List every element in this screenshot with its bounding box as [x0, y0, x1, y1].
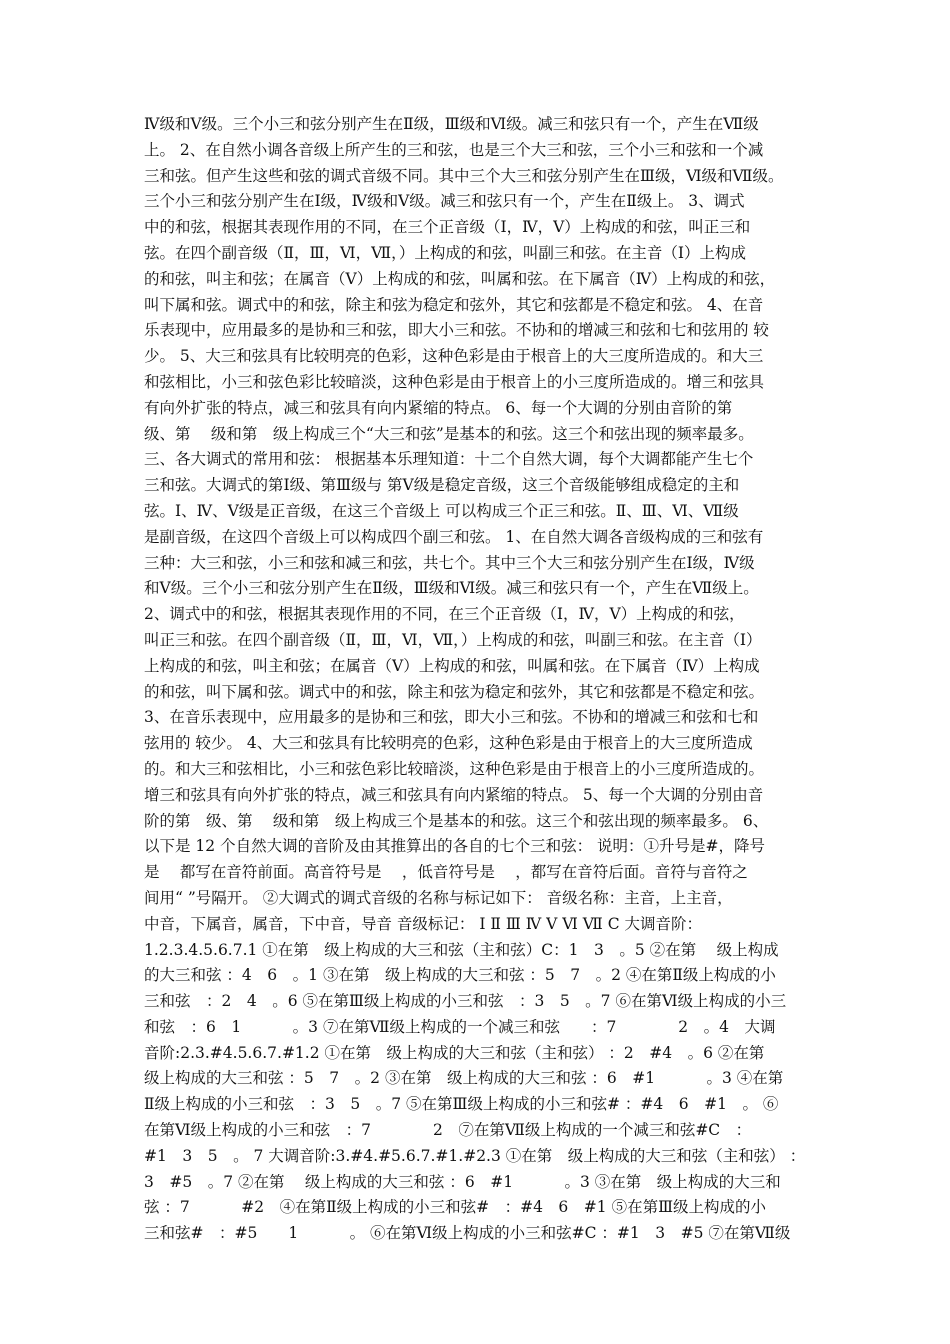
text-line: 级、第 级和第 级上构成三个“大三和弦”是基本的和弦。这三个和弦出现的频率最多。	[144, 424, 754, 443]
body-text	[144, 112, 816, 1247]
text-line: 音阶:2.3.#4.5.6.7.#1.2 ①在第 级上构成的大三和弦（主和弦） ：2 #4 。6 ②在第	[144, 1043, 765, 1062]
text-line: 1.2.3.4.5.6.7.1 ①在第 级上构成的大三和弦（主和弦）C：1 3 。5 ②在第 级上构成	[144, 940, 779, 959]
text-line: 和Ⅴ级。三个小三和弦分别产生在Ⅱ级，Ⅲ级和Ⅵ级。减三和弦只有一个，产生在Ⅶ级上。	[144, 579, 759, 598]
text-line: 三、各大调式的常用和弦： 根据基本乐理知道：十二个自然大调，每个大调都能产生七个	[144, 450, 754, 469]
text-line: 叫正三和弦。在四个副音级（Ⅱ，Ⅲ，Ⅵ，Ⅶ，）上构成的和弦，叫副三和弦。在主音（Ⅰ）	[144, 630, 762, 649]
text-line: 阶的第 级、第 级和第 级上构成三个是基本的和弦。这三个和弦出现的频率最多。 6、	[144, 811, 769, 830]
text-line: 中音，下属音，属音，下中音，导音 音级标记： Ⅰ Ⅱ Ⅲ Ⅳ Ⅴ Ⅵ Ⅶ C 大调音阶：	[144, 914, 703, 933]
text-line: 中的和弦，根据其表现作用的不同，在三个正音级（Ⅰ，Ⅳ，Ⅴ）上构成的和弦，叫正三和	[144, 218, 751, 237]
text-line: 少。 5、大三和弦具有比较明亮的色彩，这种色彩是由于根音上的大三度所造成的。和大三	[144, 347, 764, 366]
text-line: 三个小三和弦分别产生在Ⅰ级，Ⅳ级和Ⅴ级。减三和弦只有一个，产生在Ⅱ级上。 3、调式	[144, 192, 745, 211]
text-line: 乐表现中，应用最多的是协和三和弦，即大小三和弦。不协和的增减三和弦和七和弦用的 较	[144, 321, 769, 340]
text-line: 间用“ ”号隔开。 ②大调式的调式音级的名称与标记如下： 音级名称：主音，上主音，	[144, 888, 733, 907]
text-line: 上构成的和弦，叫主和弦；在属音（Ⅴ）上构成的和弦，叫属和弦。在下属音（Ⅳ）上构成	[144, 656, 760, 675]
text-line: 三和弦 ：2 4 。6 ⑤在第Ⅲ级上构成的小三和弦 ：3 5 。7 ⑥在第Ⅵ级上构成的小三	[144, 992, 787, 1011]
text-line: 的大三和弦 ：4 6 。1 ③在第 级上构成的大三和弦 ：5 7 。2 ④在第Ⅱ级上构成的小	[144, 966, 776, 985]
text-line: 在第Ⅵ级上构成的小三和弦 ：7 2 ⑦在第Ⅶ级上构成的一个减三和弦#C ：	[144, 1121, 752, 1140]
text-line: 三和弦。但产生这些和弦的调式音级不同。其中三个大三和弦分别产生在Ⅲ级，Ⅵ级和Ⅶ级。	[144, 166, 784, 185]
text-line: 3、在音乐表现中，应用最多的是协和三和弦，即大小三和弦。不协和的增减三和弦和七和	[144, 708, 759, 727]
text-line: 弦 ：7 #2 ④在第Ⅱ级上构成的小三和弦# ：#4 6 #1 ⑤在第Ⅲ级上构成的小	[144, 1198, 767, 1217]
text-line: 和弦相比，小三和弦色彩比较暗淡，这种色彩是由于根音上的小三度所造成的。增三和弦具	[144, 372, 765, 391]
text-line: 三种：大三和弦，小三和弦和减三和弦，共七个。其中三个大三和弦分别产生在Ⅰ级，Ⅳ级	[144, 553, 755, 572]
text-line: 三和弦。大调式的第Ⅰ级、第Ⅲ级与 第Ⅴ级是稳定音级，这三个音级能够组成稳定的主和	[144, 476, 740, 495]
text-line: 是 都写在音符前面。高音符号是 ，低音符号是 ，都写在音符后面。音符与音符之	[144, 863, 748, 882]
text-line: 级上构成的大三和弦 ：5 7 。2 ③在第 级上构成的大三和弦 ：6 #1 。3 ④在第	[144, 1069, 784, 1088]
text-line: 弦用的 较少。 4、大三和弦具有比较明亮的色彩，这种色彩是由于根音上的大三度所造成	[144, 734, 753, 753]
text-line: 上。 2、在自然小调各音级上所产生的三和弦，也是三个大三和弦，三个小三和弦和一个减	[144, 140, 764, 159]
text-line: #1 3 5 。 7 大调音阶:3.#4.#5.6.7.#1.#2.3 ①在第 级上构成的大三和弦（主和弦） ：	[144, 1146, 806, 1165]
text-line: 的和弦，叫下属和弦。调式中的和弦，除主和弦为稳定和弦外，其它和弦都是不稳定和弦。	[144, 682, 765, 701]
text-line: 和弦 ：6 1 。3 ⑦在第Ⅶ级上构成的一个减三和弦 ：7 2 。4 大调	[144, 1017, 776, 1036]
text-line: Ⅳ级和Ⅴ级。三个小三和弦分别产生在Ⅱ级，Ⅲ级和Ⅵ级。减三和弦只有一个，产生在Ⅶ级	[144, 115, 759, 133]
text-line: 增三和弦具有向外扩张的特点，减三和弦具有向内紧缩的特点。 5、每一个大调的分别由音	[144, 785, 764, 804]
text-line: 以下是 12 个自然大调的音阶及由其推算出的各自的七个三和弦： 说明：①升号是#，降号	[144, 837, 765, 856]
text-line: 有向外扩张的特点，减三和弦具有向内紧缩的特点。 6、每一个大调的分别由音阶的第	[144, 398, 733, 417]
text-line: 三和弦# ：#5 1 。 ⑥在第Ⅵ级上构成的小三和弦#C ：#1 3 #5 ⑦在第Ⅶ级	[144, 1224, 791, 1243]
text-line: 弦。在四个副音级（Ⅱ，Ⅲ，Ⅵ，Ⅶ，）上构成的和弦，叫副三和弦。在主音（Ⅰ）上构成	[144, 243, 746, 262]
text-line: 3 #5 。7 ②在第 级上构成的大三和弦 ：6 #1 。3 ③在第 级上构成的大三和	[144, 1172, 781, 1191]
text-line: 弦。Ⅰ、Ⅳ、Ⅴ级是正音级，在这三个音级上 可以构成三个正三和弦。Ⅱ、Ⅲ、Ⅵ、Ⅶ级	[144, 501, 739, 520]
text-line: 的和弦，叫主和弦；在属音（Ⅴ）上构成的和弦，叫属和弦。在下属音（Ⅳ）上构成的和弦，	[144, 269, 776, 288]
text-line: 是副音级，在这四个音级上可以构成四个副三和弦。 1、在自然大调各音级构成的三和弦有	[144, 527, 764, 546]
text-line: 2、调式中的和弦，根据其表现作用的不同，在三个正音级（Ⅰ，Ⅳ，Ⅴ）上构成的和弦，	[144, 605, 745, 624]
text-line: 叫下属和弦。调式中的和弦，除主和弦为稳定和弦外，其它和弦都是不稳定和弦。 4、在音	[144, 295, 764, 314]
text-line: 的。和大三和弦相比，小三和弦色彩比较暗淡，这种色彩是由于根音上的小三度所造成的。	[144, 759, 765, 778]
text-line: Ⅱ级上构成的小三和弦 ：3 5 。7 ⑤在第Ⅲ级上构成的小三和弦# ：#4 6 #1 。 ⑥	[144, 1095, 779, 1114]
